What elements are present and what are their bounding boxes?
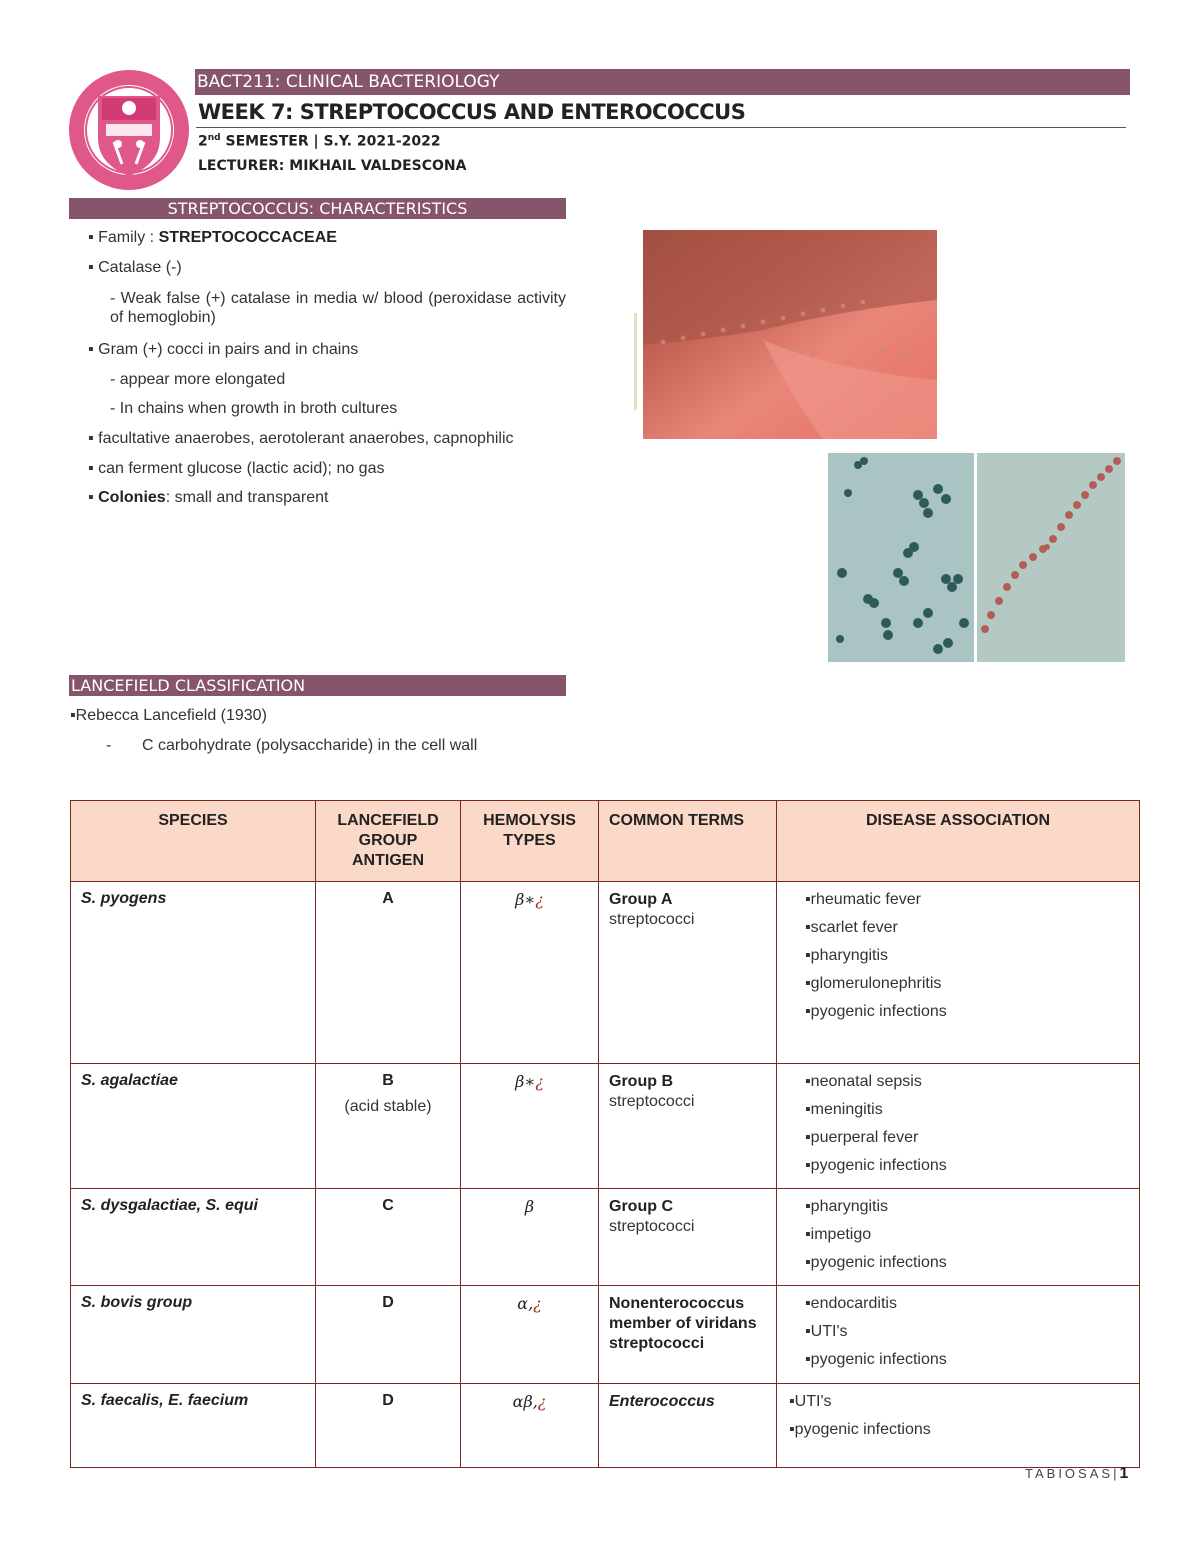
species-cell: S. agalactiae xyxy=(71,1064,316,1189)
header-disease: DISEASE ASSOCIATION xyxy=(777,801,1140,882)
disease-item: ▪glomerulonephritis xyxy=(805,975,942,992)
gram-stain-micrograph-left xyxy=(828,453,974,662)
table-row xyxy=(71,1286,1140,1384)
disease-item: ▪puerperal fever xyxy=(805,1129,919,1146)
hemolysis-cell: β xyxy=(461,1189,599,1286)
gram-item: ▪ Gram (+) cocci in pairs and in chains xyxy=(88,341,359,358)
catalase-item: ▪ Catalase (-) xyxy=(88,259,182,276)
lancefield-note: C carbohydrate (polysaccharide) in the cell wall xyxy=(142,737,478,754)
term-cell: Group C streptococci xyxy=(599,1189,777,1286)
disease-item: ▪pharyngitis xyxy=(805,1198,889,1215)
header-hemolysis: HEMOLYSIS TYPES xyxy=(461,801,599,882)
disease-cell xyxy=(777,1286,1140,1384)
hemolysis-cell: α,¿ xyxy=(461,1286,599,1384)
family-item: ▪ Family : STREPTOCOCCACEAE xyxy=(88,229,337,246)
disease-cell xyxy=(777,882,1140,1064)
term-cell: Nonenterococcus member of viridans streptococci xyxy=(599,1286,777,1384)
species-cell: S. dysgalactiae, S. equi xyxy=(71,1189,316,1286)
lancefield-dash: - xyxy=(106,737,112,754)
disease-item: ▪rheumatic fever xyxy=(805,891,921,908)
colonies-item: ▪ Colonies: small and transparent xyxy=(88,489,329,506)
group-cell: A xyxy=(316,882,461,1064)
species-cell: S. bovis group xyxy=(71,1286,316,1384)
disease-item: ▪scarlet fever xyxy=(805,919,898,936)
lancefield-table xyxy=(70,800,1140,1468)
section-title-characteristics: STREPTOCOCCUS: CHARACTERISTICS xyxy=(69,198,566,219)
disease-item: ▪pharyngitis xyxy=(805,947,889,964)
table-header-row xyxy=(71,801,1140,882)
disease-item: ▪UTI's xyxy=(789,1393,832,1410)
page-footer: TABIOSAS|1 xyxy=(1025,1465,1129,1482)
lancefield-author: ▪Rebecca Lancefield (1930) xyxy=(70,707,267,724)
disease-item: ▪pyogenic infections xyxy=(789,1421,931,1438)
disease-cell xyxy=(777,1064,1140,1189)
term-cell: Group A streptococci xyxy=(599,882,777,1064)
hemolysis-cell: αβ,¿ xyxy=(461,1384,599,1468)
table-row xyxy=(71,1189,1140,1286)
group-cell: D xyxy=(316,1384,461,1468)
section-title-lancefield: LANCEFIELD CLASSIFICATION xyxy=(69,675,566,696)
disease-item: ▪pyogenic infections xyxy=(805,1003,947,1020)
disease-cell xyxy=(777,1189,1140,1286)
catalase-note: - Weak false (+) catalase in media w/ blood (peroxidase activity of hemoglobin) xyxy=(110,290,566,326)
week-title: WEEK 7: STREPTOCOCCUS AND ENTEROCOCCUS xyxy=(198,100,746,124)
course-title: BACT211: CLINICAL BACTERIOLOGY xyxy=(195,69,1130,95)
disease-item: ▪impetigo xyxy=(805,1226,872,1243)
species-cell: S. pyogens xyxy=(71,882,316,1064)
disease-item: ▪neonatal sepsis xyxy=(805,1073,922,1090)
disease-cell xyxy=(777,1384,1140,1468)
term-cell: Group B streptococci xyxy=(599,1064,777,1189)
table-row xyxy=(71,882,1140,1064)
header-group-antigen: LANCEFIELD GROUP ANTIGEN xyxy=(316,801,461,882)
group-cell: D xyxy=(316,1286,461,1384)
lecturer-line: LECTURER: MIKHAIL VALDESCONA xyxy=(198,158,467,174)
hemolysis-cell: β∗¿ xyxy=(461,1064,599,1189)
gram-stain-micrograph-right xyxy=(977,453,1125,662)
disease-item: ▪pyogenic infections xyxy=(805,1254,947,1271)
semester-line: 2nd SEMESTER | S.Y. 2021-2022 xyxy=(198,133,441,150)
header-common-terms: COMMON TERMS xyxy=(599,801,777,882)
ferment-item: ▪ can ferment glucose (lactic acid); no gas xyxy=(88,460,385,477)
disease-item: ▪meningitis xyxy=(805,1101,883,1118)
gram-note-2: - In chains when growth in broth cultures xyxy=(110,400,398,417)
term-cell: Enterococcus xyxy=(599,1384,777,1468)
anaerobes-item: ▪ facultative anaerobes, aerotolerant anaerobes, capnophilic xyxy=(88,430,514,447)
group-cell: C xyxy=(316,1189,461,1286)
header-species: SPECIES xyxy=(71,801,316,882)
table-row xyxy=(71,1384,1140,1468)
gram-note-1: - appear more elongated xyxy=(110,371,286,388)
header-divider xyxy=(196,127,1126,128)
blood-agar-photo xyxy=(643,230,937,439)
group-cell: B (acid stable) xyxy=(316,1064,461,1189)
disease-item: ▪UTI's xyxy=(805,1323,848,1340)
table-row xyxy=(71,1064,1140,1189)
disease-item: ▪endocarditis xyxy=(805,1295,897,1312)
university-seal-logo xyxy=(66,68,192,192)
species-cell: S. faecalis, E. faecium xyxy=(71,1384,316,1468)
disease-item: ▪pyogenic infections xyxy=(805,1157,947,1174)
disease-item: ▪pyogenic infections xyxy=(805,1351,947,1368)
accent-line xyxy=(634,313,637,410)
hemolysis-cell: β∗¿ xyxy=(461,882,599,1064)
